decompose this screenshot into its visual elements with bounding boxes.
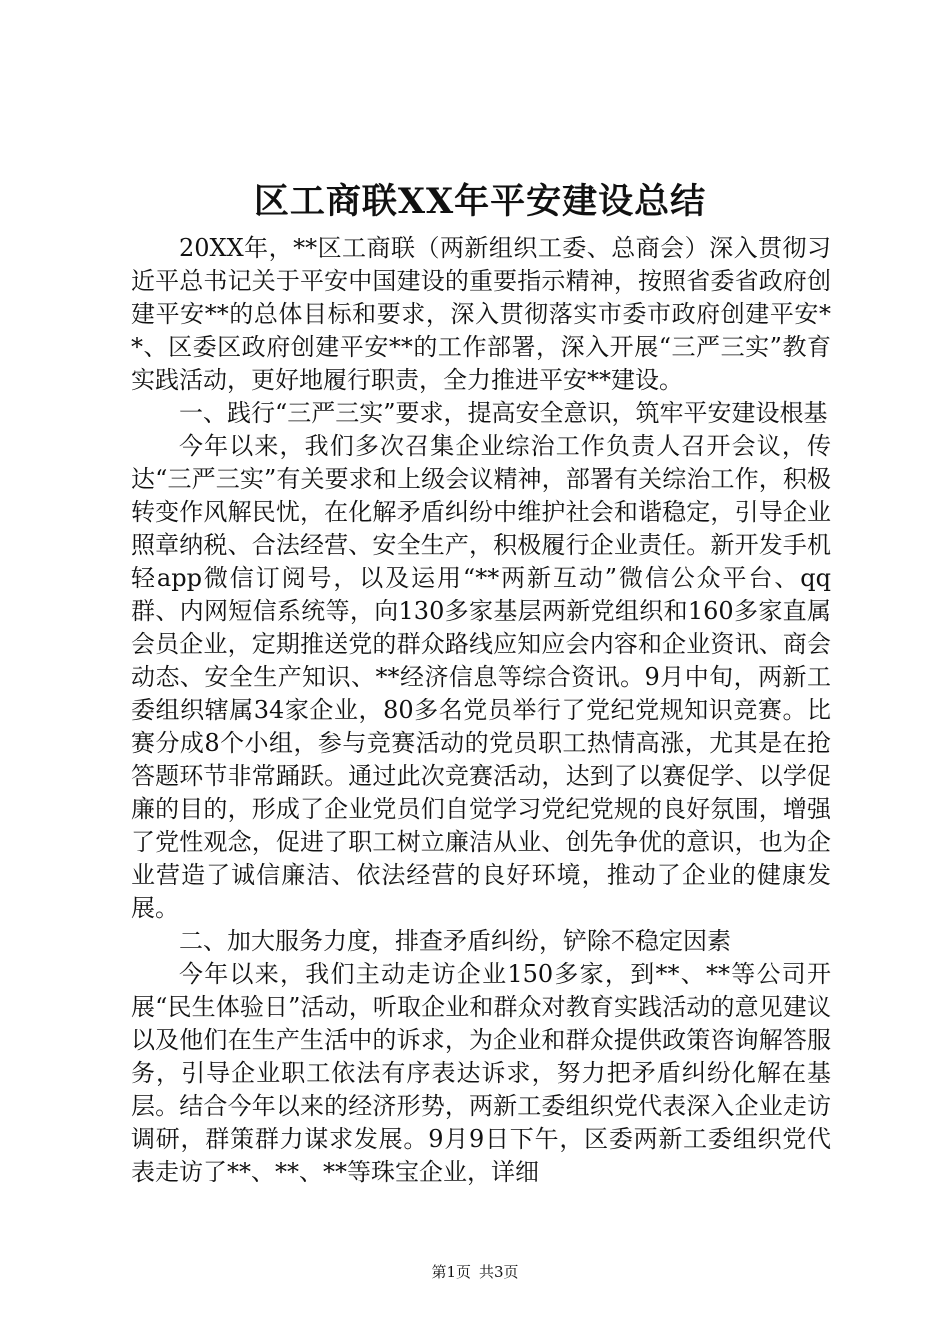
- page-footer: [0, 1262, 950, 1282]
- section-heading-2: 二、加大服务力度，排查矛盾纠纷，铲除不稳定因素: [179, 927, 731, 955]
- paragraph-section-1: 今年以来，我们多次召集企业综治工作负责人召开会议，传达“三严三实”有关要求和上级会议精神，部署有关综治工作，积极转变作风解民忧，在化解矛盾纠纷中维护社会和谐稳定，引导企业照章纳税、合法经营、安全生产，积极履行企业责任。新开发手机轻app微信订阅号，以及运用“**两新互动”微信公众平台、qq群、内网短信系统等，向130多家基层两新党组织和160多家直属会员企业，定期推送党的群众路线应知应会内容和企业资讯、商会动态、安全生产知识、**经济信息等综合资讯。9月中旬，两新工委组织辖属34家企业，80多名党员举行了党纪党规知识竞赛。比赛分成8个小组，参与竞赛活动的党员职工热情高涨，尤其是在抢答题环节非常踊跃。通过此次竞赛活动，达到了以赛促学、以学促廉的目的，形成了企业党员们自觉学习党纪党规的良好氛围，增强了党性观念，促进了职工树立廉洁从业、创先争优的意识，也为企业营造了诚信廉洁、依法经营的良好环境，推动了企业的健康发展。: [131, 432, 831, 922]
- page-number: 第1页: [431, 1263, 471, 1281]
- document-body: [131, 232, 831, 1189]
- page-total: 共3页: [479, 1263, 519, 1281]
- paragraph-intro: 20XX年，**区工商联（两新组织工委、总商会）深入贯彻习近平总书记关于平安中国建设的重要指示精神，按照省委省政府创建平安**的总体目标和要求，深入贯彻落实市委市政府创建平安**、区委区政府创建平安**的工作部署，深入开展“三严三实”教育实践活动，更好地履行职责，全力推进平安**建设。: [131, 234, 831, 394]
- section-heading-1: 一、践行“三严三实”要求，提高安全意识，筑牢平安建设根基: [179, 399, 828, 427]
- paragraph-section-2: 今年以来，我们主动走访企业150多家，到**、**等公司开展“民生体验日”活动，听取企业和群众对教育实践活动的意见建议以及他们在生产生活中的诉求，为企业和群众提供政策咨询解答服务，引导企业职工依法有序表达诉求，努力把矛盾纠纷化解在基层。结合今年以来的经济形势，两新工委组织党代表深入企业走访调研，群策群力谋求发展。9月9日下午，区委两新工委组织党代表走访了**、**、**等珠宝企业，详细: [131, 960, 831, 1186]
- document-title: 区工商联XX年平安建设总结: [253, 181, 707, 222]
